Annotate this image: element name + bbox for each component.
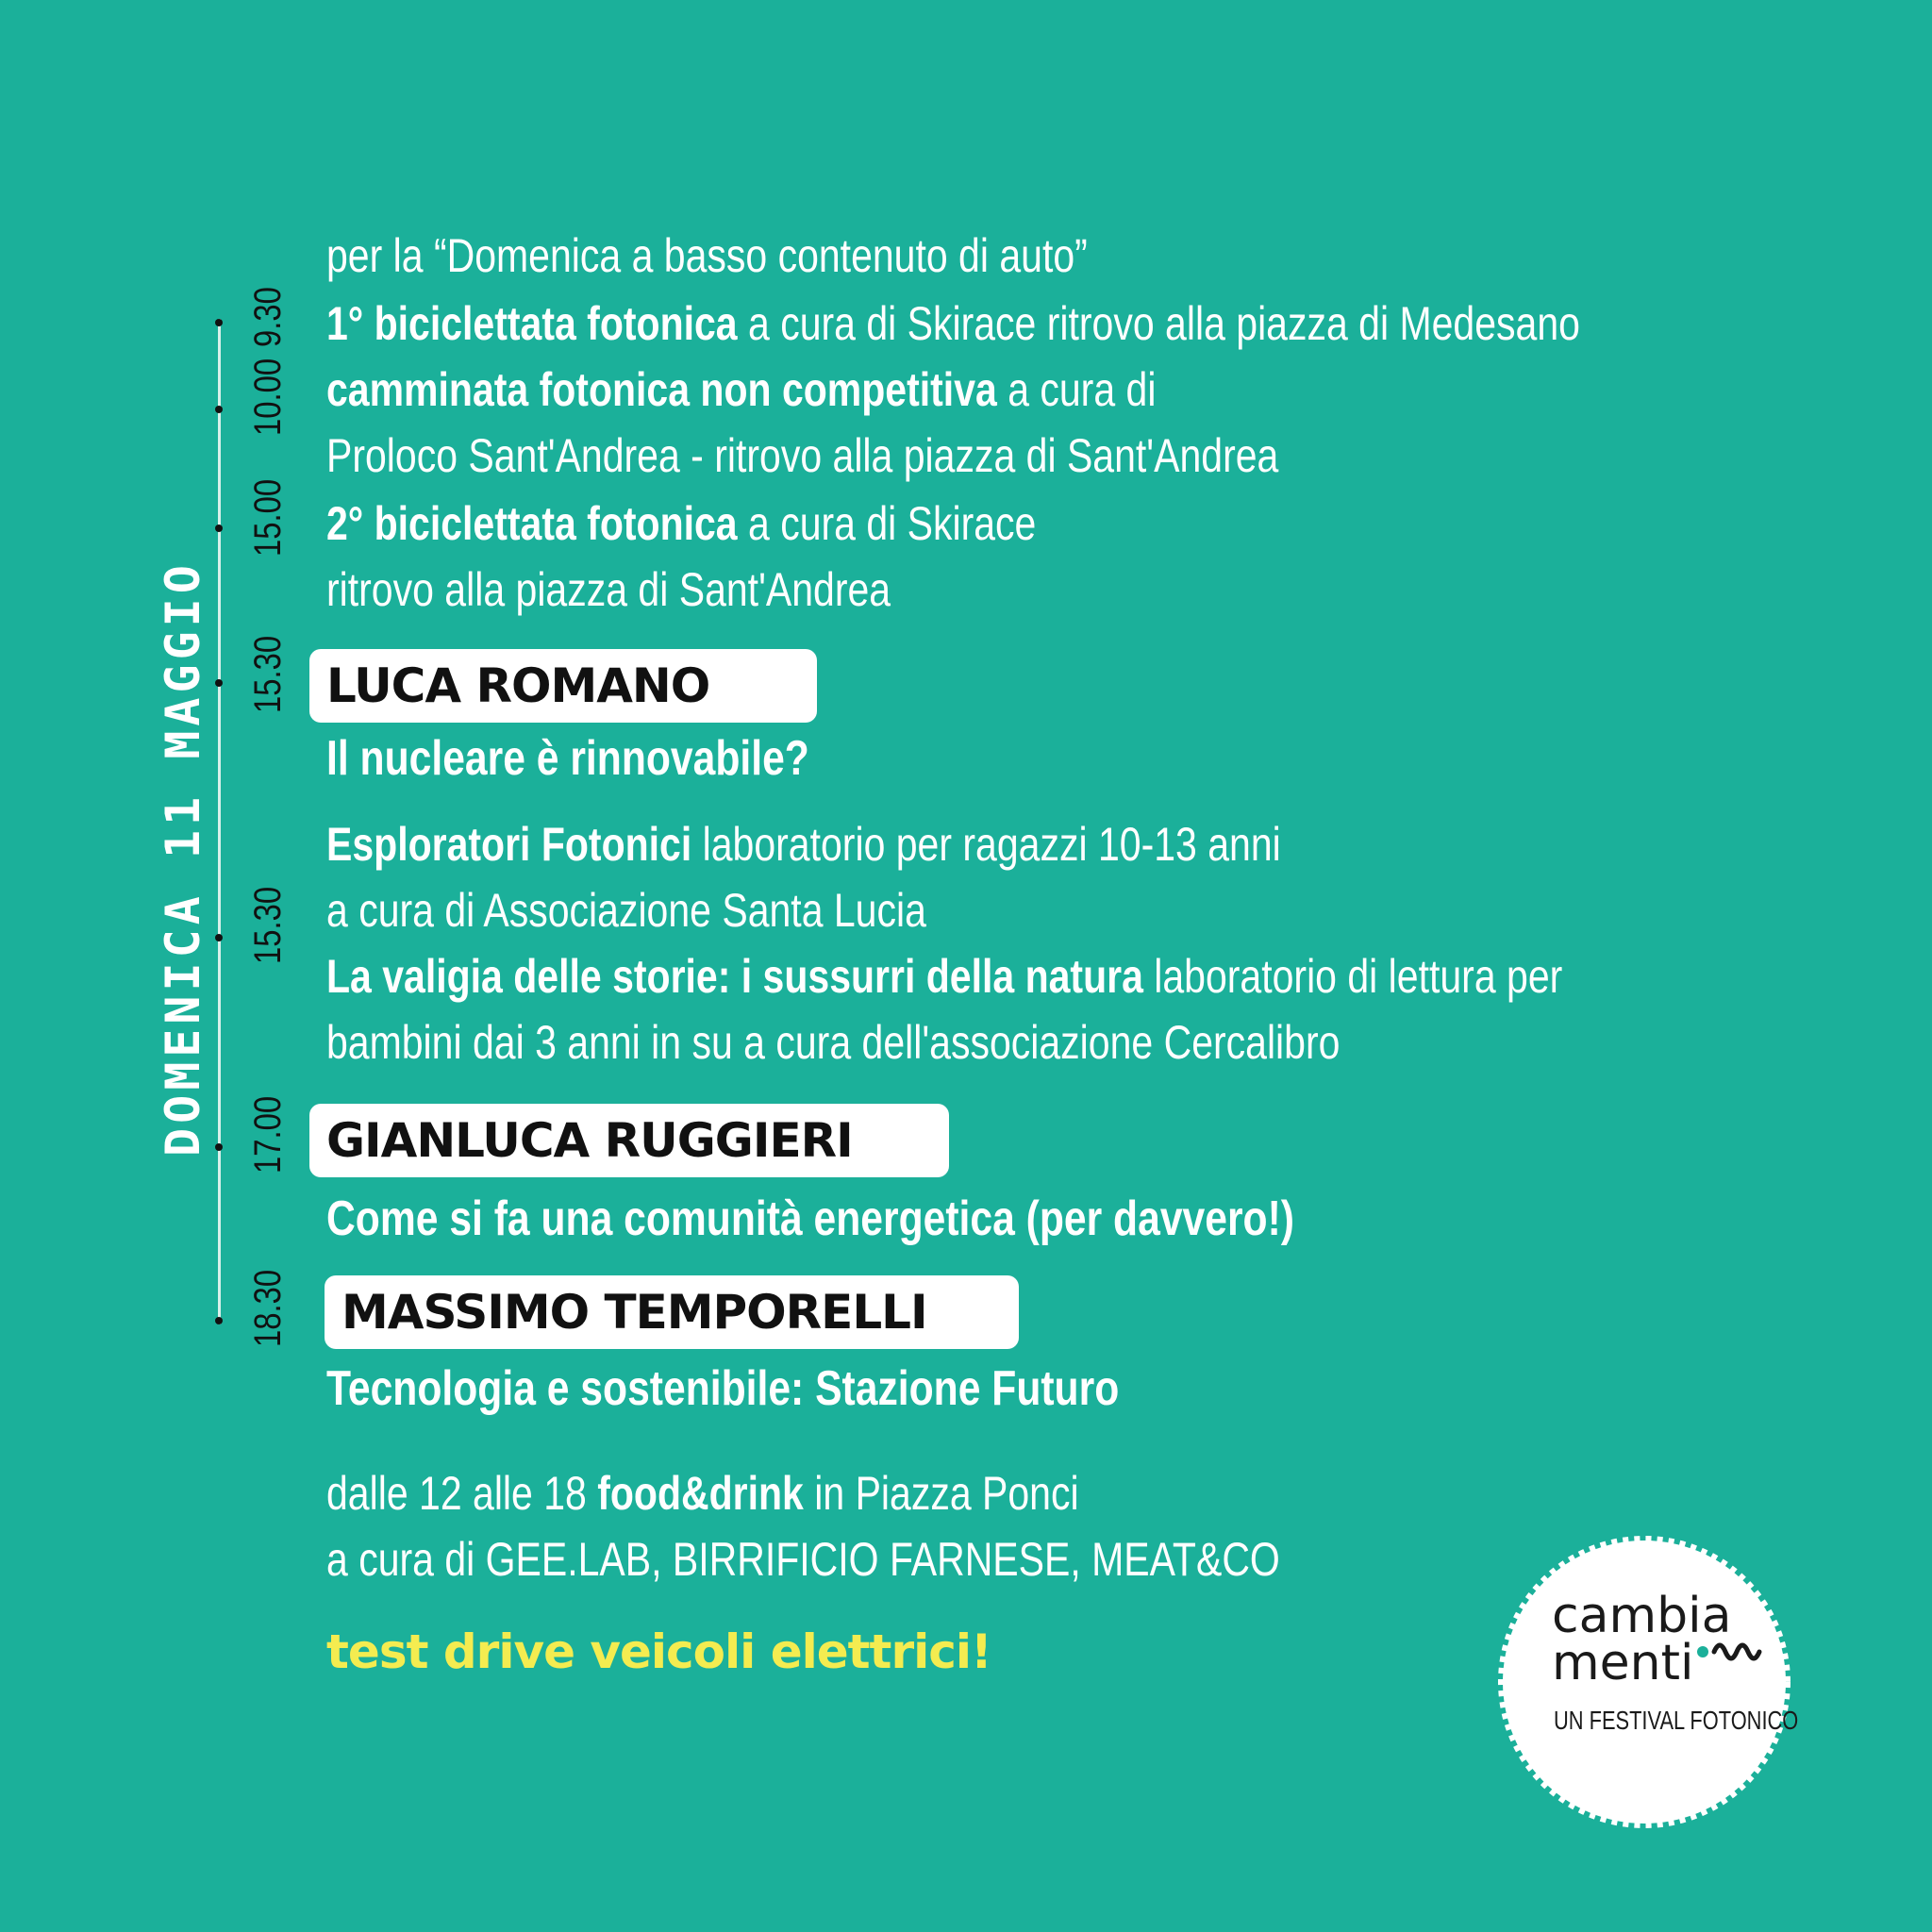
event-bike-1	[326, 296, 1580, 351]
speaker-box: LUCA ROMANO	[309, 649, 817, 723]
event-title: camminata fotonica non competitiva	[326, 363, 997, 416]
event-title: 1° biciclettata fotonica	[326, 297, 738, 350]
event-title: La valigia delle storie: i sussurri della natura	[326, 950, 1143, 1003]
date-label: DOMENICA 11 MAGGIO	[156, 560, 210, 1157]
food-post: in Piazza Ponci	[803, 1467, 1079, 1520]
food-title: food&drink	[597, 1467, 804, 1520]
time-label: 15.30	[247, 886, 289, 964]
event-workshop-kids	[326, 817, 1281, 872]
event-reading	[326, 949, 1562, 1004]
food-pre: dalle 12 alle 18	[326, 1467, 598, 1520]
event-detail: a cura di Skirace ritrovo alla piazza di Medesano	[737, 297, 1580, 350]
talk-title: Il nucleare è rinnovabile?	[326, 731, 809, 786]
time-label: 15.30	[247, 635, 289, 713]
event-detail: laboratorio per ragazzi 10-13 anni	[691, 818, 1281, 871]
event-detail: laboratorio di lettura per	[1142, 950, 1563, 1003]
timeline-dot	[215, 934, 223, 941]
timeline-dot	[215, 1143, 223, 1151]
intro-text: per la “Domenica a basso contenuto di auto”	[326, 229, 1088, 282]
time-label: 18.30	[247, 1269, 289, 1347]
timeline-dot	[215, 679, 223, 687]
talk-title: Come si fa una comunità energetica (per davvero!)	[326, 1191, 1295, 1246]
event-title: Esploratori Fotonici	[326, 818, 692, 871]
test-drive-callout: test drive veicoli elettrici!	[326, 1624, 991, 1679]
festival-logo	[1495, 1533, 1799, 1831]
event-walk-detail: Proloco Sant'Andrea - ritrovo alla piazza di Sant'Andrea	[326, 429, 1279, 482]
food-info	[326, 1466, 1079, 1521]
event-title: 2° biciclettata fotonica	[326, 497, 738, 550]
event-bike-2-detail: ritrovo alla piazza di Sant'Andrea	[326, 563, 891, 616]
event-bike-2	[326, 496, 1036, 551]
event-detail: a cura di Skirace	[737, 497, 1037, 550]
logo-subtitle: UN FESTIVAL FOTONICO	[1554, 1706, 1799, 1735]
event-workshop-kids-detail: a cura di Associazione Santa Lucia	[326, 884, 926, 937]
logo-word-2: menti	[1552, 1635, 1694, 1691]
talk-title: Tecnologia e sostenibile: Stazione Futuro	[326, 1361, 1120, 1416]
dot-icon	[1697, 1646, 1708, 1657]
timeline-dot	[215, 406, 223, 413]
time-label: 9.30	[247, 287, 289, 347]
time-label: 17.00	[247, 1095, 289, 1174]
time-label: 10.00	[247, 358, 289, 436]
timeline-line	[218, 319, 221, 1324]
timeline-dot	[215, 319, 223, 326]
timeline-dot	[215, 1317, 223, 1324]
timeline-dot	[215, 525, 223, 532]
speaker-box: MASSIMO TEMPORELLI	[325, 1275, 1019, 1349]
speaker-box: GIANLUCA RUGGIERI	[309, 1104, 949, 1177]
logo-word-1: cambia	[1552, 1588, 1732, 1644]
event-walk	[326, 362, 1156, 417]
time-label: 15.00	[247, 478, 289, 557]
event-detail: a cura di	[996, 363, 1157, 416]
event-reading-detail: bambini dai 3 anni in su a cura dell'associazione Cercalibro	[326, 1016, 1341, 1069]
food-partners: a cura di GEE.LAB, BIRRIFICIO FARNESE, MEAT&CO	[326, 1533, 1280, 1586]
